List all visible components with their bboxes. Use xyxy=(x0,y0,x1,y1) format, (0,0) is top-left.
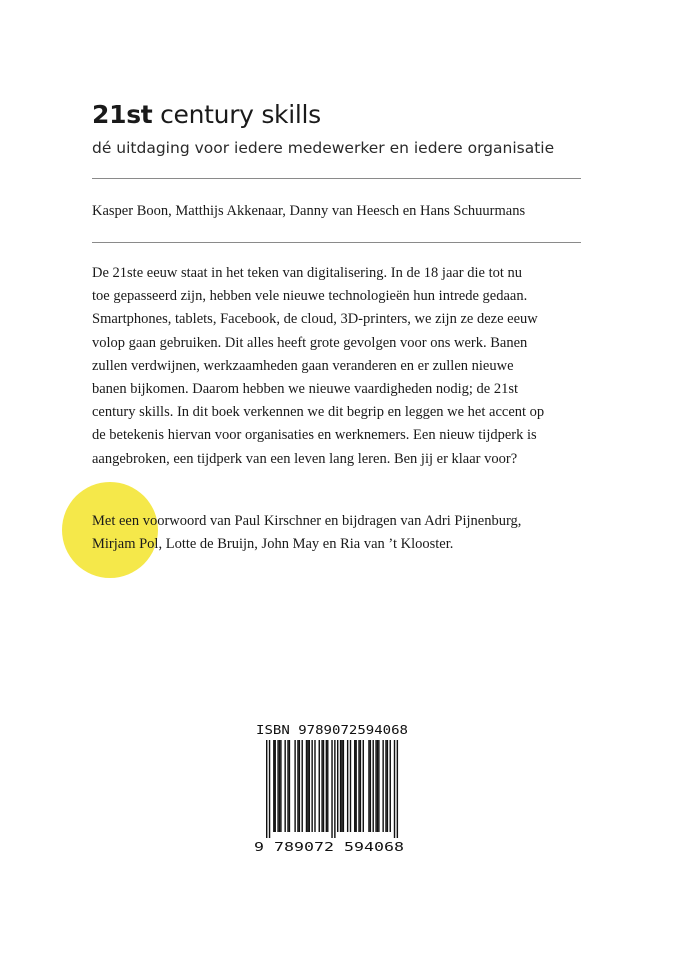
book-title xyxy=(92,98,321,132)
barcode-bar xyxy=(354,740,355,832)
barcode-bar xyxy=(297,740,298,832)
isbn-barcode xyxy=(252,718,412,853)
barcode-bar xyxy=(375,740,376,832)
barcode-bar xyxy=(343,740,344,832)
book-subtitle: dé uitdaging voor iedere medewerker en iedere organisatie xyxy=(92,139,555,157)
credits-line: Met een voorwoord van Paul Kirschner en bijdragen van Adri Pijnenburg, xyxy=(92,513,522,529)
blurb-line: century skills. In dit boek verkennen we dit begrip en leggen we het accent op xyxy=(92,404,545,421)
barcode-bar xyxy=(373,740,374,832)
barcode-bar xyxy=(311,740,312,832)
barcode-bar xyxy=(326,740,327,832)
barcode-bar xyxy=(350,740,351,832)
blurb-text xyxy=(92,262,592,471)
barcode-bars xyxy=(266,740,398,838)
blurb-line: zullen verdwijnen, werkzaamheden gaan veranderen en er zullen nieuwe xyxy=(92,357,514,374)
blurb-line: toe gepasseerd zijn, hebben vele nieuwe technologieën hun intrede gedaan. xyxy=(92,288,528,305)
barcode-bar xyxy=(390,740,391,832)
barcode-bar xyxy=(394,740,395,838)
barcode-bar xyxy=(273,740,274,832)
barcode-bar xyxy=(307,740,308,832)
barcode-digits: 9 789072 594068 xyxy=(254,839,404,853)
barcode-bar xyxy=(275,740,276,832)
credits-text xyxy=(92,510,521,556)
barcode-bar xyxy=(368,740,369,832)
barcode-bar xyxy=(287,740,288,832)
barcode-bar xyxy=(299,740,300,832)
barcode-bar xyxy=(334,740,335,838)
barcode-bar xyxy=(319,740,320,832)
isbn-label: ISBN 9789072594068 xyxy=(256,722,408,737)
divider-top xyxy=(92,178,581,179)
barcode-bar xyxy=(323,740,324,832)
barcode-bar xyxy=(358,740,359,832)
barcode-bar xyxy=(294,740,295,832)
barcode-bar xyxy=(321,740,322,832)
barcode-bar xyxy=(341,740,342,832)
barcode-bar xyxy=(314,740,315,832)
barcode-bar xyxy=(279,740,280,832)
barcode-bar xyxy=(378,740,379,832)
barcode-bar xyxy=(382,740,383,832)
barcode-bar xyxy=(327,740,328,832)
barcode-bar xyxy=(289,740,290,832)
barcode-bar xyxy=(340,740,341,832)
barcode-bar xyxy=(269,740,270,838)
barcode-bar xyxy=(385,740,386,832)
barcode-bar xyxy=(360,740,361,832)
barcode-bar xyxy=(266,740,267,838)
blurb-line: de betekenis hiervan voor organisaties en werknemers. Een nieuw tijdperk is xyxy=(92,427,537,444)
barcode-bar xyxy=(306,740,307,832)
barcode-bar xyxy=(387,740,388,832)
barcode-bar xyxy=(397,740,398,838)
barcode-bar xyxy=(370,740,371,832)
book-title-rest: century skills xyxy=(160,100,321,129)
barcode-bar xyxy=(309,740,310,832)
blurb-line: De 21ste eeuw staat in het teken van digitalisering. In de 18 jaar die tot nu xyxy=(92,265,523,281)
blurb-line: banen bijkomen. Daarom hebben we nieuwe vaardigheden nodig; de 21st xyxy=(92,381,519,398)
blurb-line: volop gaan gebruiken. Dit alles heeft grote gevolgen voor ons werk. Banen xyxy=(92,334,528,351)
barcode-graphic xyxy=(252,718,412,853)
barcode-bar xyxy=(280,740,281,832)
credits-line: Mirjam Pol, Lotte de Bruijn, John May en Ria van ’t Klooster. xyxy=(92,536,454,552)
barcode-bar xyxy=(284,740,285,832)
barcode-bar xyxy=(347,740,348,832)
blurb-line: aangebroken, een tijdperk van een leven lang leren. Ben jij er klaar voor? xyxy=(92,450,518,467)
barcode-bar xyxy=(355,740,356,832)
blurb-line: Smartphones, tablets, Facebook, de cloud, 3D-printers, we zijn ze deze eeuw xyxy=(92,311,538,328)
barcode-bar xyxy=(331,740,332,838)
barcode-bar xyxy=(302,740,303,832)
barcode-bar xyxy=(377,740,378,832)
barcode-bar xyxy=(337,740,338,832)
book-title-bold: 21st xyxy=(92,100,153,129)
author-list: Kasper Boon, Matthijs Akkenaar, Danny van Heesch en Hans Schuurmans xyxy=(92,203,526,219)
barcode-bar xyxy=(363,740,364,832)
divider-bottom xyxy=(92,242,581,243)
barcode-bar xyxy=(277,740,278,832)
